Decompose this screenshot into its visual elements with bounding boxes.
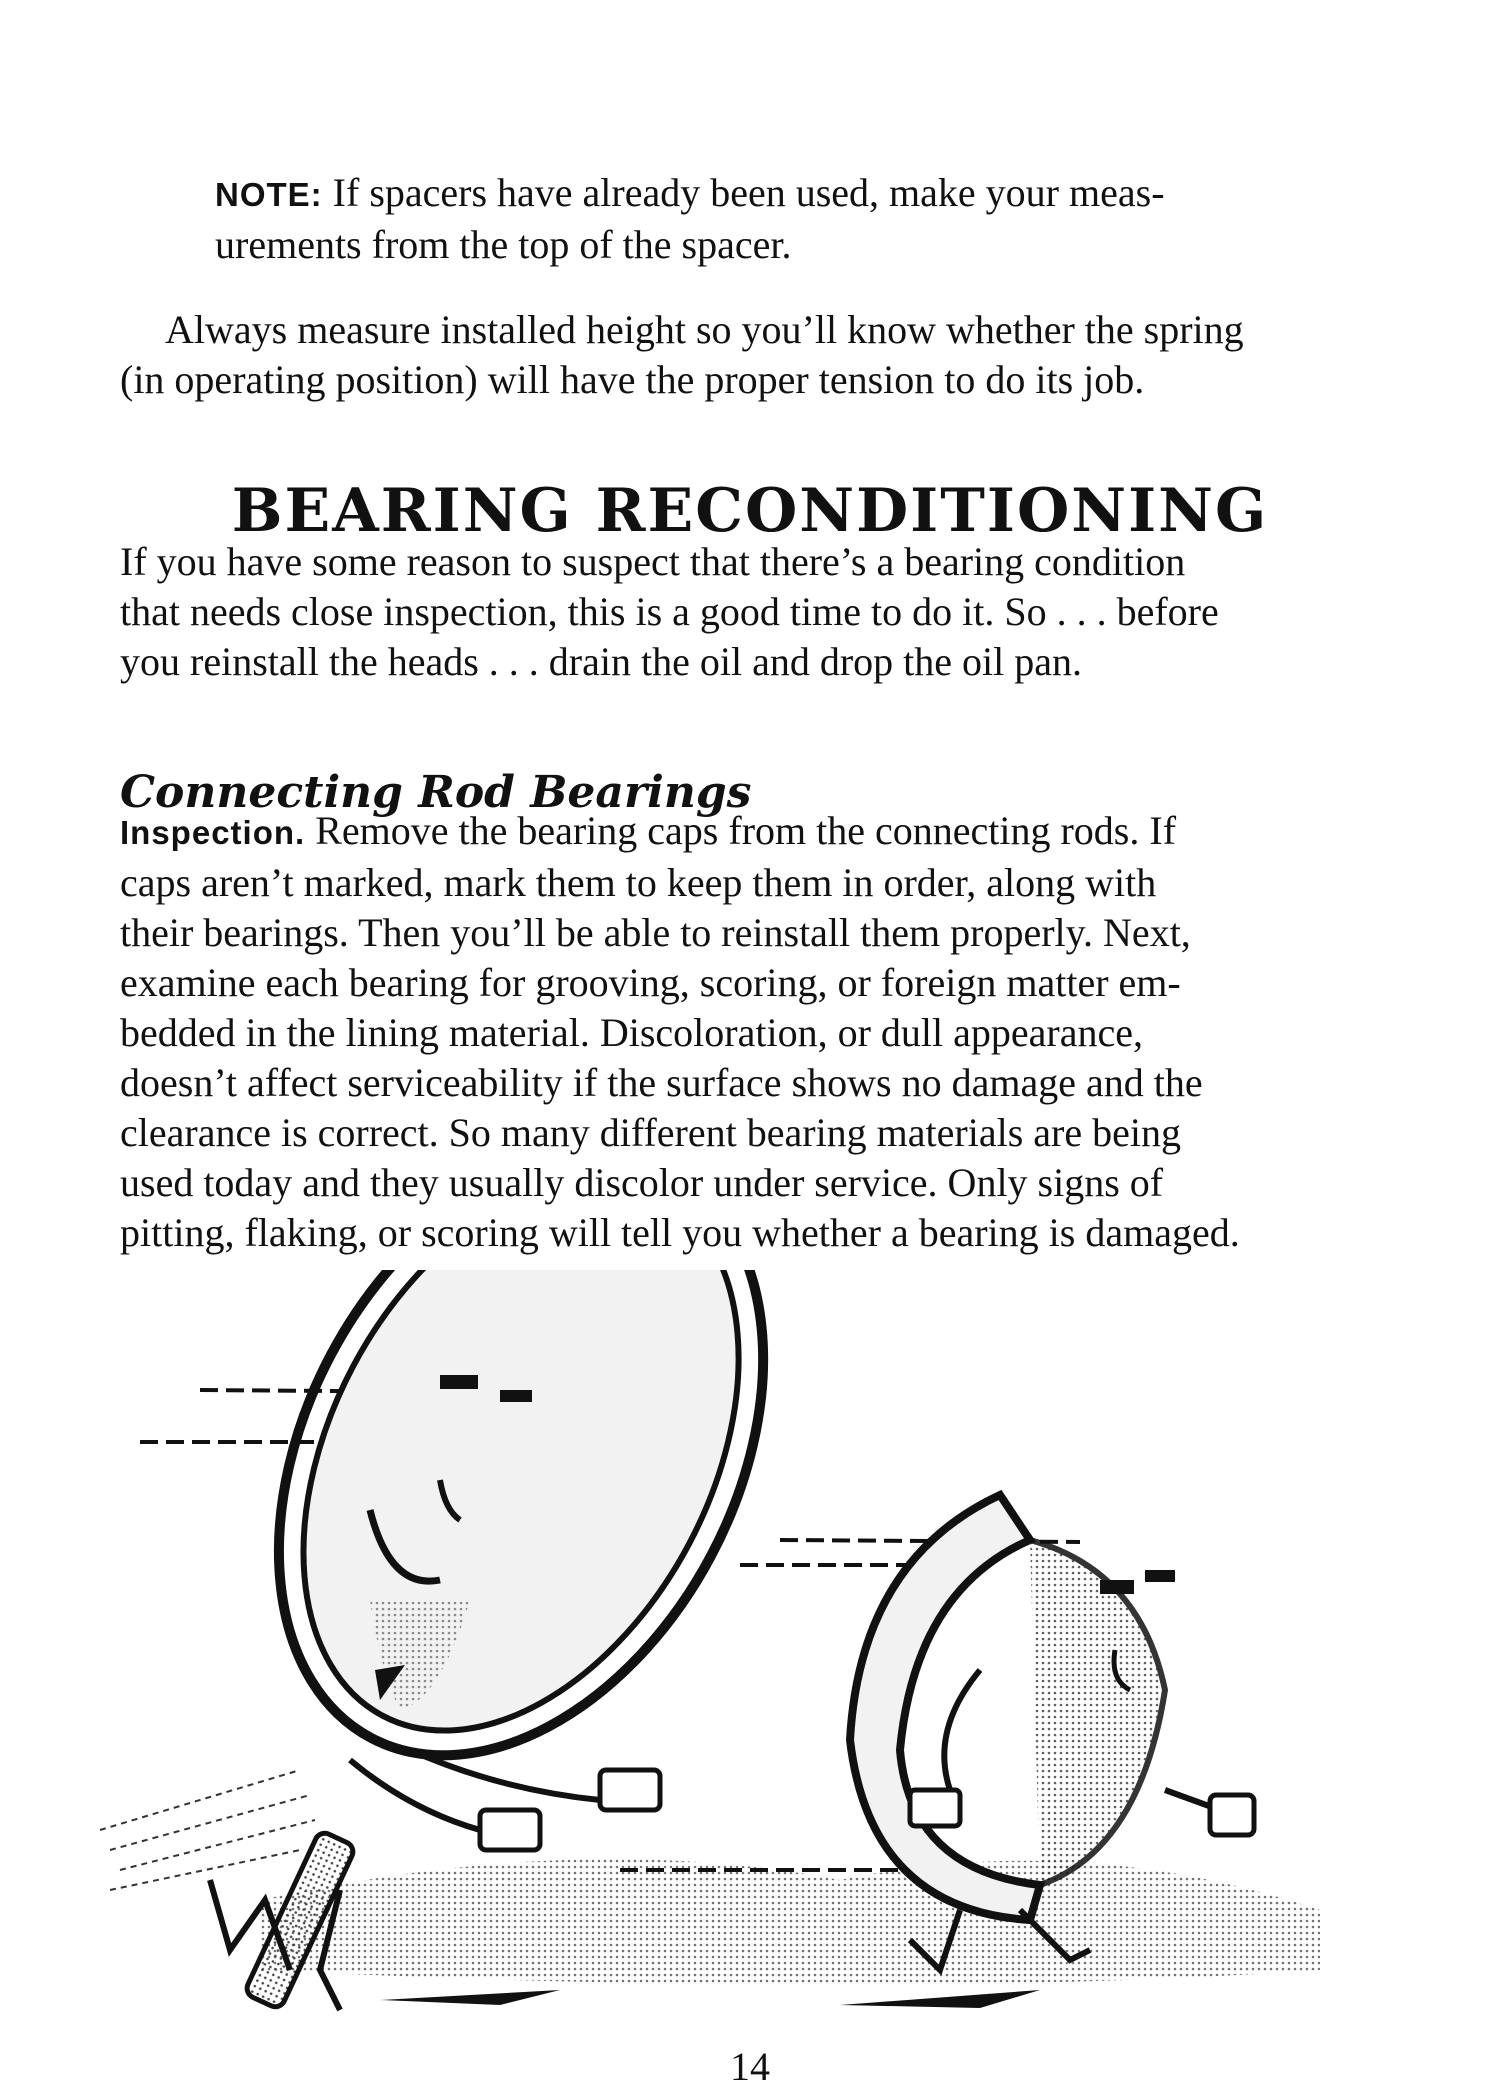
bearing-intro-paragraph: [120, 537, 1380, 687]
inspection-paragraph: [120, 806, 1380, 1258]
paragraph-line: examine each bearing for grooving, scoring, or foreign matter em-: [120, 960, 1181, 1005]
paragraph-line: Remove the bearing caps from the connecting rods. If: [315, 808, 1177, 853]
paragraph-line: (in operating position) will have the proper tension to do its job.: [120, 357, 1145, 402]
paragraph-line: used today and they usually discolor under service. Only signs of: [120, 1160, 1164, 1205]
installed-height-paragraph: [120, 305, 1380, 405]
section-heading: BEARING RECONDITIONING: [231, 476, 1269, 547]
note-text-line: urements from the top of the spacer.: [215, 222, 792, 267]
cartoon-illustration: [80, 1270, 1420, 2050]
paragraph-line: you reinstall the heads . . . drain the oil and drop the oil pan.: [120, 639, 1082, 684]
paragraph-line: that needs close inspection, this is a good time to do it. So . . . before: [120, 589, 1219, 634]
paragraph-line: doesn’t affect serviceability if the surface shows no damage and the: [120, 1060, 1203, 1105]
paragraph-line: Always measure installed height so you’ll know whether the spring: [165, 307, 1244, 352]
paragraph-line: caps aren’t marked, mark them to keep them in order, along with: [120, 860, 1157, 905]
note-label: NOTE:: [215, 176, 323, 213]
paragraph-line: bedded in the lining material. Discoloration, or dull appearance,: [120, 1010, 1143, 1055]
paragraph-line: their bearings. Then you’ll be able to reinstall them properly. Next,: [120, 910, 1191, 955]
paragraph-line: clearance is correct. So many different bearing materials are being: [120, 1110, 1181, 1155]
inspection-label: Inspection.: [120, 814, 306, 851]
note-text-line: If spacers have already been used, make your meas-: [332, 170, 1165, 215]
note-paragraph: [215, 168, 1365, 270]
subsection-heading: Connecting Rod Bearings: [120, 766, 752, 818]
page-number: 14: [730, 2044, 770, 2089]
motion-lines: [100, 1770, 315, 1890]
ground-shadow: [260, 1859, 1320, 1985]
paragraph-line: pitting, flaking, or scoring will tell you whether a bearing is damaged.: [120, 1210, 1240, 1255]
paragraph-line: If you have some reason to suspect that there’s a bearing condition: [120, 539, 1186, 584]
